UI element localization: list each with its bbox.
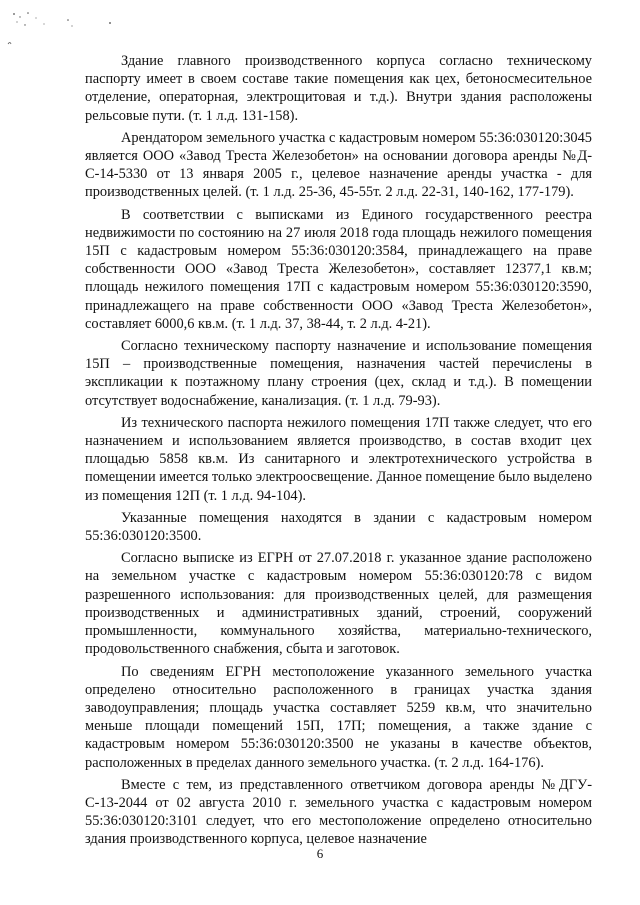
paragraph-2: Арендатором земельного участка с кадастровым номером 55:36:030120:3045 является ООО «Завод Треста Железобетон» на основании договора аренды №Д-С-14-5330 от 13 января 2005 г., целевое назначение аренды участка - для производственных целей. (т. 1 л.д. 25-36, 45-55т. 2 л.д. 22-31, 140-162, 177-179). [85, 129, 592, 201]
paragraph-5: Из технического паспорта нежилого помещения 17П также следует, что его назначением и использованием является производство, в состав входит цех площадью 5858 кв.м. Из санитарного и электротехнического устройства в помещении имеется только электроосвещение. Данное помещение было выделено из помещения 12П (т. 1 л.д. 94-104). [85, 414, 593, 504]
paragraph-8: По сведениям ЕГРН местоположение указанного земельного участка определено относительно расположенного в границах участка здания заводоуправления; площадь участка составляет 5259 кв.м, что значительно меньше площади помещений 15П, 17П; помещения, а также здание с кадастровым номером 55:36:030120:3500 не указаны в качестве объектов, расположенных в пределах данного земельного участка. (т. 2 л.д. 164-176). [85, 663, 592, 771]
paragraph-6: Указанные помещения находятся в здании с кадастровым номером 55:36:030120:3500. [85, 509, 592, 545]
paragraph-1: Здание главного производственного корпуса согласно техническому паспорту имеет в своем составе такие помещения как цех, бетоносмесительное отделение, операторная, электрощитовая и т.д.). Внутри здания расположены рельсовые пути. (т. 1 л.д. 131-158). [85, 53, 592, 124]
document-body [85, 52, 592, 853]
scan-artifact-marks [6, 8, 116, 48]
paragraph-7: Согласно выписке из ЕГРН от 27.07.2018 г. указанное здание расположено на земельном участке с кадастровым номером 55:36:030120:78 с видом разрешенного использования: для производственных целей, для размещения производственных и административных зданий, строений, сооружений промышленности, коммунального хозяйства, материально-технического, продовольственного снабжения, сбыта и заготовок. [85, 550, 592, 658]
page-number: 6 [316, 846, 324, 861]
paragraph-3: В соответствии с выписками из Единого государственного реестра недвижимости по состоянию на 27 июля 2018 года площадь нежилого помещения 15П с кадастровым номером 55:36:030120:3584, принадлежащего на праве собственности ООО «Завод Треста Железобетон», составляет 12377,1 кв.м; площадь нежилого помещения 17П с кадастровым номером 55:36:030120:3590, принадлежащего на праве собственности ООО «Завод Треста Железобетон», составляет 6000,6 кв.м. (т. 1 л.д. 37, 38-44, т. 2 л.д. 4-21). [85, 206, 592, 332]
paragraph-9: Вместе с тем, из представленного ответчиком договора аренды №ДГУ-С-13-2044 от 02 августа 2010 г. земельного участка с кадастровым номером 55:36:030120:3101 следует, что его местоположение определено относительно здания производственного корпуса, целевое назначение [85, 776, 592, 848]
paragraph-4: Согласно техническому паспорту назначение и использование помещения 15П – производственные помещения, назначения частей перечислены в экспликации к поэтажному плану строения (цех, склад и т.д.). В помещении отсутствует водоснабжение, канализация. (т. 1 л.д. 79-93). [85, 338, 592, 409]
